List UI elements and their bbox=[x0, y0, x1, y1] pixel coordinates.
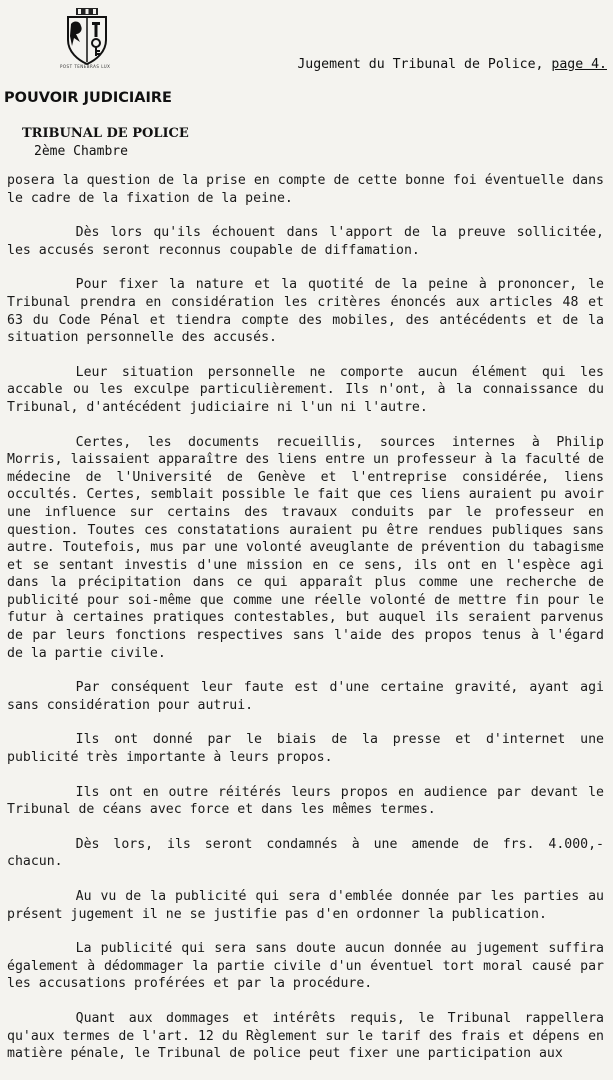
paragraph: Certes, les documents recueillis, sources internes à Philip Morris, laissaient apparaître des liens entre un professeur à la faculté de médecine de l'Université de Genève et l'entreprise considérée, liens occultés. Certes, semblait possible le fait que ces liens auraient pu avoir une influence sur certains des travaux conduits par le professeur en question. Toutes ces constatations auraient pu être rendues publiques sans autre. Toutefois, mus par une volonté aveuglante de prévention du tabagisme et se sentant investis d'une mission en ce sens, ils ont en l'espèce agi dans la précipitation dans ce qui apparaît plus comme une recherche de publicité pour soi-même que comme une réelle volonté de mettre fin pour le futur à certaines pratiques contestables, but auquel ils seraient parvenus de par leurs fonctions respectives sans l'aide des propos tenus à l'égard de la partie civile. bbox=[7, 434, 604, 661]
paragraph: Ils ont en outre réitérés leurs propos en audience par devant le Tribunal de céans avec force et dans les mêmes termes. bbox=[7, 784, 604, 818]
paragraph: Dès lors qu'ils échouent dans l'apport de la preuve sollicitée, les accusés seront reconnus coupable de diffamation. bbox=[7, 225, 604, 258]
geneva-coat-of-arms-icon bbox=[56, 6, 118, 68]
paragraph: Pour fixer la nature et la quotité de la peine à prononcer, le Tribunal prendra en considération les critères énoncés aux articles 48 et 63 du Code Pénal et tiendra compte des mobiles, des antécédents et de la situation personnelle des accusés. bbox=[7, 277, 604, 346]
paragraph: Par conséquent leur faute est d'une certaine gravité, ayant agi sans considération pour autrui. bbox=[7, 680, 604, 713]
paragraph: Au vu de la publicité qui sera d'emblée donnée par les parties au présent jugement il ne se justifie pas d'en ordonner la publication. bbox=[7, 889, 604, 922]
paragraph: La publicité qui sera sans doute aucun donnée au jugement suffira également à dédommager la partie civile d'un éventuel tort moral causé par les accusations proférées et par la procédure. bbox=[7, 941, 604, 992]
running-title: Jugement du Tribunal de Police, bbox=[297, 57, 544, 72]
organization-title: POUVOIR JUDICIAIRE bbox=[4, 90, 172, 106]
court-chamber: 2ème Chambre bbox=[34, 144, 128, 159]
paragraph: posera la question de la prise en compte de cette bonne foi éventuelle dans le cadre de la fixation de la peine. bbox=[7, 173, 604, 206]
paragraph: Dès lors, ils seront condamnés à une amende de frs. 4.000,- chacun. bbox=[7, 836, 604, 870]
crest-motto: POST TENEBRAS LUX bbox=[60, 64, 111, 69]
paragraph: Quant aux dommages et intérêts requis, le Tribunal rappellera qu'aux termes de l'art. 12 du Règlement sur le tarif des frais et dépens en matière pénale, le Tribunal de police peut fixer une participation aux bbox=[7, 1010, 604, 1062]
judgment-body bbox=[7, 172, 604, 1080]
page-number: page 4. bbox=[551, 57, 607, 72]
running-header bbox=[297, 57, 607, 72]
paragraph: Leur situation personnelle ne comporte aucun élément qui les accable ou les exculpe particulièrement. Ils n'ont, à la connaissance du Tribunal, d'antécédent judiciaire ni l'un ni l'autre. bbox=[7, 364, 604, 415]
paragraph: Ils ont donné par le biais de la presse et d'internet une publicité très importante à leurs propos. bbox=[7, 732, 604, 766]
court-name: TRIBUNAL DE POLICE bbox=[22, 126, 189, 141]
